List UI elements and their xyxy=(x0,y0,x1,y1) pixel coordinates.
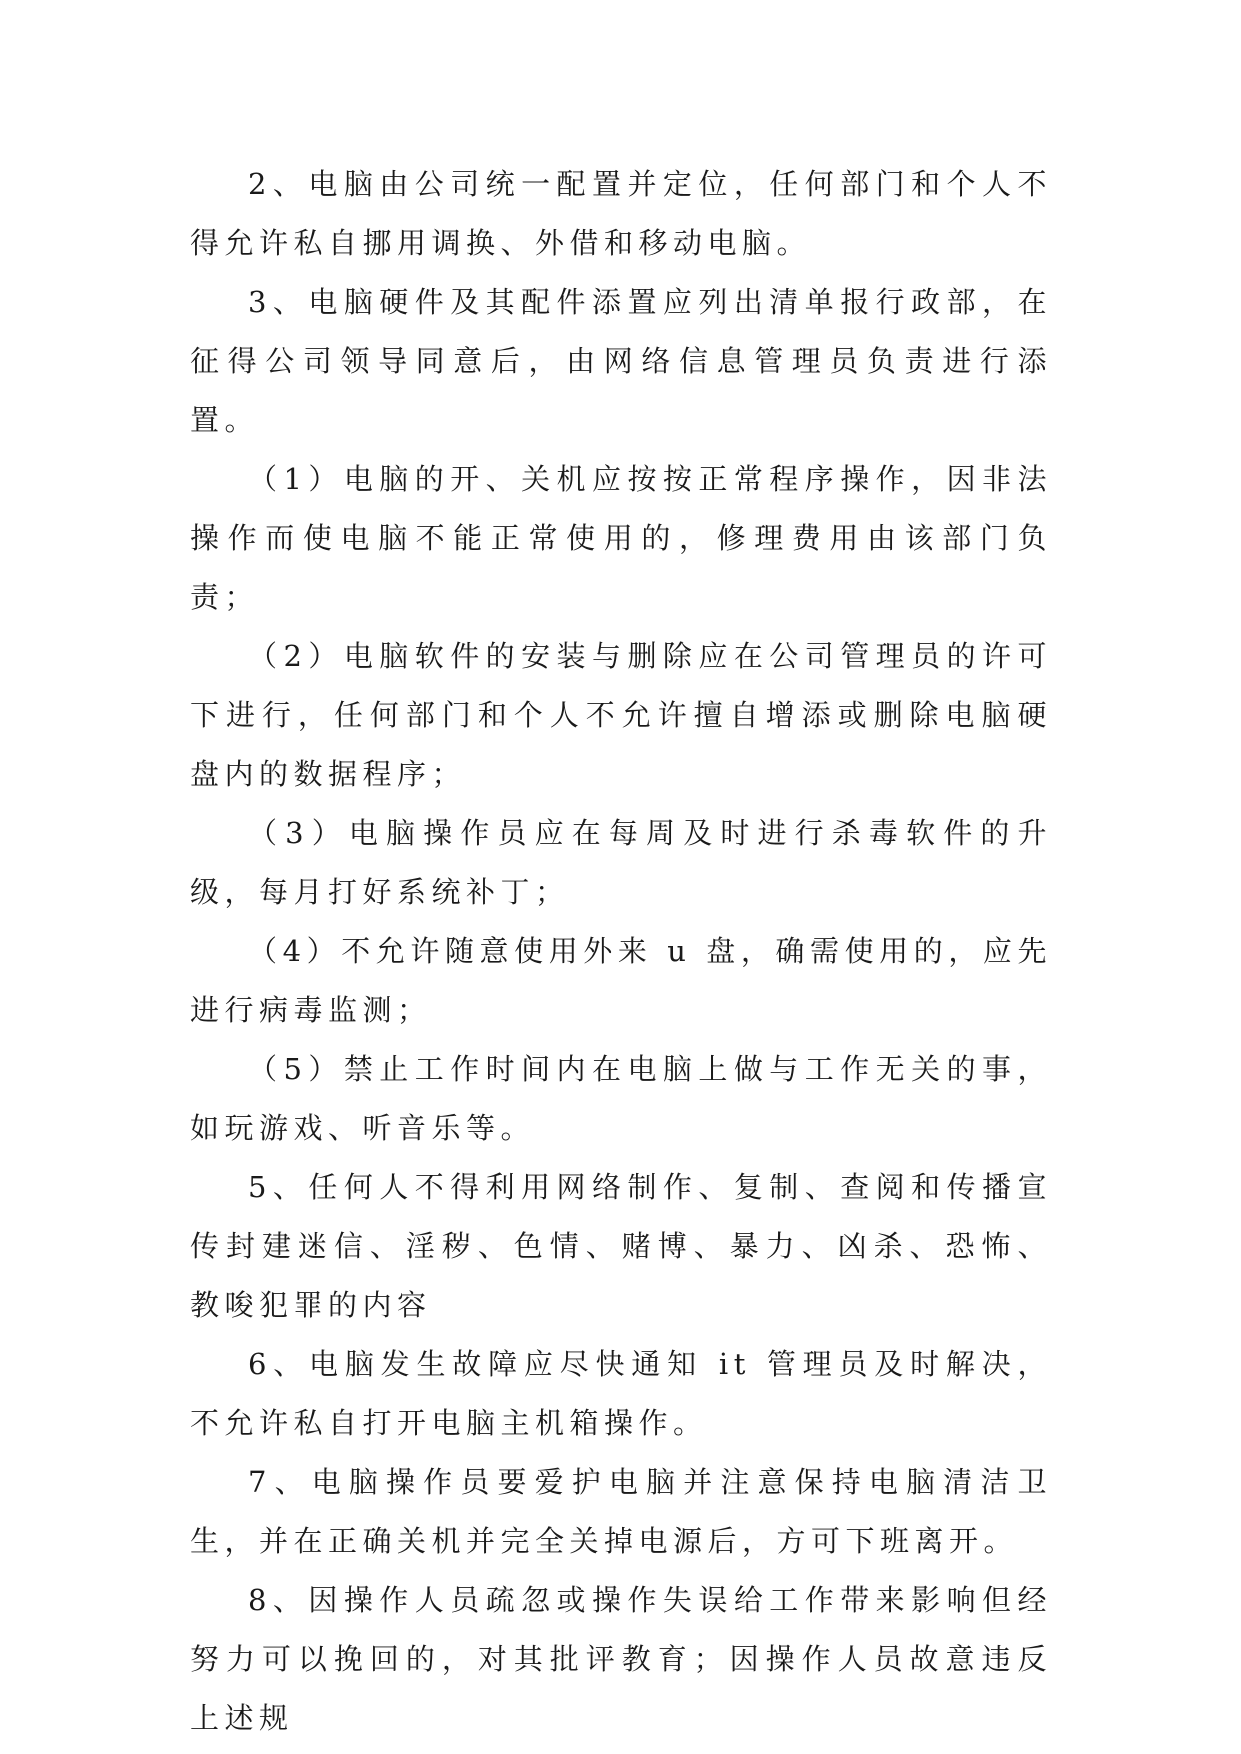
paragraph-subitem-5: （5）禁止工作时间内在电脑上做与工作无关的事，如玩游戏、听音乐等。 xyxy=(190,1052,1052,1145)
paragraph-subitem-3: （3）电脑操作员应在每周及时进行杀毒软件的升级，每月打好系统补丁； xyxy=(190,816,1052,909)
paragraph-item-2: 2、电脑由公司统一配置并定位，任何部门和个人不得允许私自挪用调换、外借和移动电脑。 xyxy=(190,167,1052,260)
paragraph-item-7: 7、电脑操作员要爱护电脑并注意保持电脑清洁卫生，并在正确关机并完全关掉电源后，方可下班离开。 xyxy=(190,1465,1052,1558)
paragraph-item-8: 8、因操作人员疏忽或操作失误给工作带来影响但经努力可以挽回的，对其批评教育；因操作人员故意违反上述规 xyxy=(190,1583,1052,1735)
paragraph-subitem-4: （4）不允许随意使用外来 u 盘，确需使用的，应先进行病毒监测； xyxy=(190,934,1052,1027)
paragraph-item-6: 6、电脑发生故障应尽快通知 it 管理员及时解决，不允许私自打开电脑主机箱操作。 xyxy=(190,1347,1052,1440)
paragraph-subitem-1: （1）电脑的开、关机应按按正常程序操作，因非法操作而使电脑不能正常使用的，修理费用由该部门负责； xyxy=(190,462,1052,614)
document-body xyxy=(190,155,1052,1748)
paragraph-subitem-2: （2）电脑软件的安装与删除应在公司管理员的许可下进行，任何部门和个人不允许擅自增添或删除电脑硬盘内的数据程序； xyxy=(190,639,1052,791)
paragraph-item-3: 3、电脑硬件及其配件添置应列出清单报行政部，在征得公司领导同意后，由网络信息管理员负责进行添置。 xyxy=(190,285,1052,437)
paragraph-item-5: 5、任何人不得利用网络制作、复制、查阅和传播宣传封建迷信、淫秽、色情、赌博、暴力、凶杀、恐怖、教唆犯罪的内容 xyxy=(190,1170,1052,1322)
